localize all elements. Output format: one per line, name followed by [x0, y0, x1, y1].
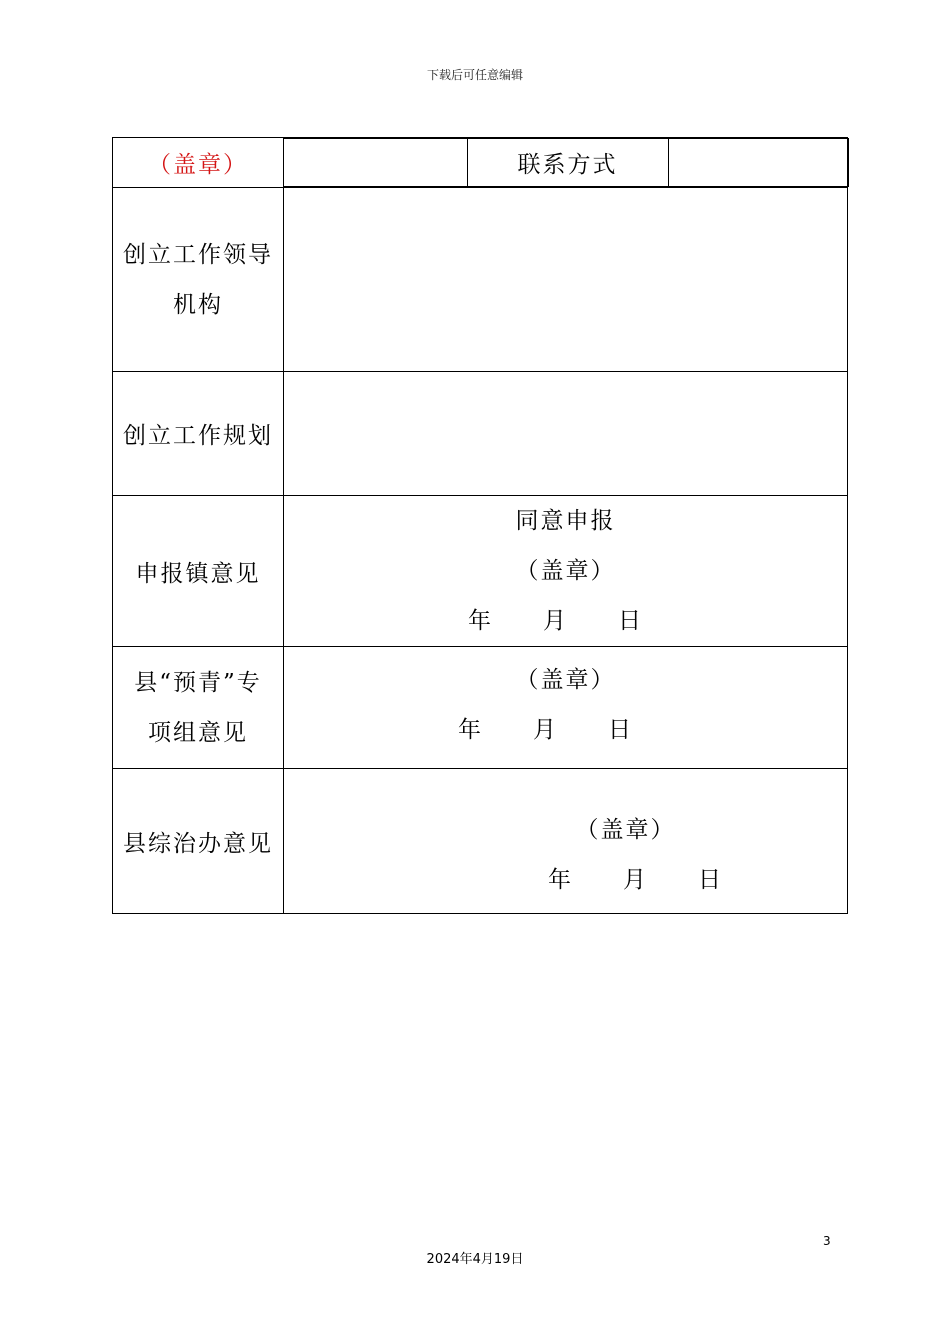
form-row-county-group-opinion [113, 647, 848, 769]
page-header: 下载后可任意编辑 [426, 68, 523, 82]
contact-row-cell [284, 138, 848, 188]
leadership-label [113, 188, 284, 372]
contact-label: 联系方式 [467, 139, 668, 187]
county-office-field[interactable] [284, 769, 848, 914]
town-date-text: 年 月 日 [468, 608, 643, 634]
page-number: 3 [823, 1234, 831, 1248]
form-row-contact [113, 138, 848, 188]
town-stamp-text: （盖章） [515, 558, 616, 584]
agree-text: 同意申报 [515, 508, 616, 534]
leadership-label-line2: 机构 [173, 291, 223, 318]
application-form-table [112, 137, 848, 914]
county-group-label [113, 647, 284, 769]
leadership-label-line1: 创立工作领导 [123, 241, 273, 268]
county-group-field[interactable] [284, 647, 848, 769]
planning-field[interactable] [284, 372, 848, 496]
form-row-leadership [113, 188, 848, 372]
county-group-label-line2: 项组意见 [148, 719, 248, 746]
county-group-label-line1: 县“预青”专 [134, 669, 262, 696]
town-opinion-label: 申报镇意见 [113, 496, 284, 647]
county-office-date-text: 年 月 日 [548, 867, 723, 893]
form-row-town-opinion [113, 496, 848, 647]
county-group-stamp-text: （盖章） [515, 667, 616, 693]
form-row-planning [113, 372, 848, 496]
county-office-label: 县综治办意见 [113, 769, 284, 914]
leadership-field[interactable] [284, 188, 848, 372]
contact-field[interactable] [668, 139, 848, 187]
form-row-county-office-opinion [113, 769, 848, 914]
contact-inner-table [284, 138, 849, 187]
planning-label: 创立工作规划 [113, 372, 284, 496]
town-opinion-field[interactable] [284, 496, 848, 647]
stamp-cell: （盖章） [113, 138, 284, 188]
county-office-stamp-text: （盖章） [575, 817, 676, 843]
blank-field[interactable] [284, 139, 467, 187]
county-group-date-text: 年 月 日 [458, 717, 633, 743]
page-footer-date: 2024年4月19日 [426, 1252, 524, 1267]
